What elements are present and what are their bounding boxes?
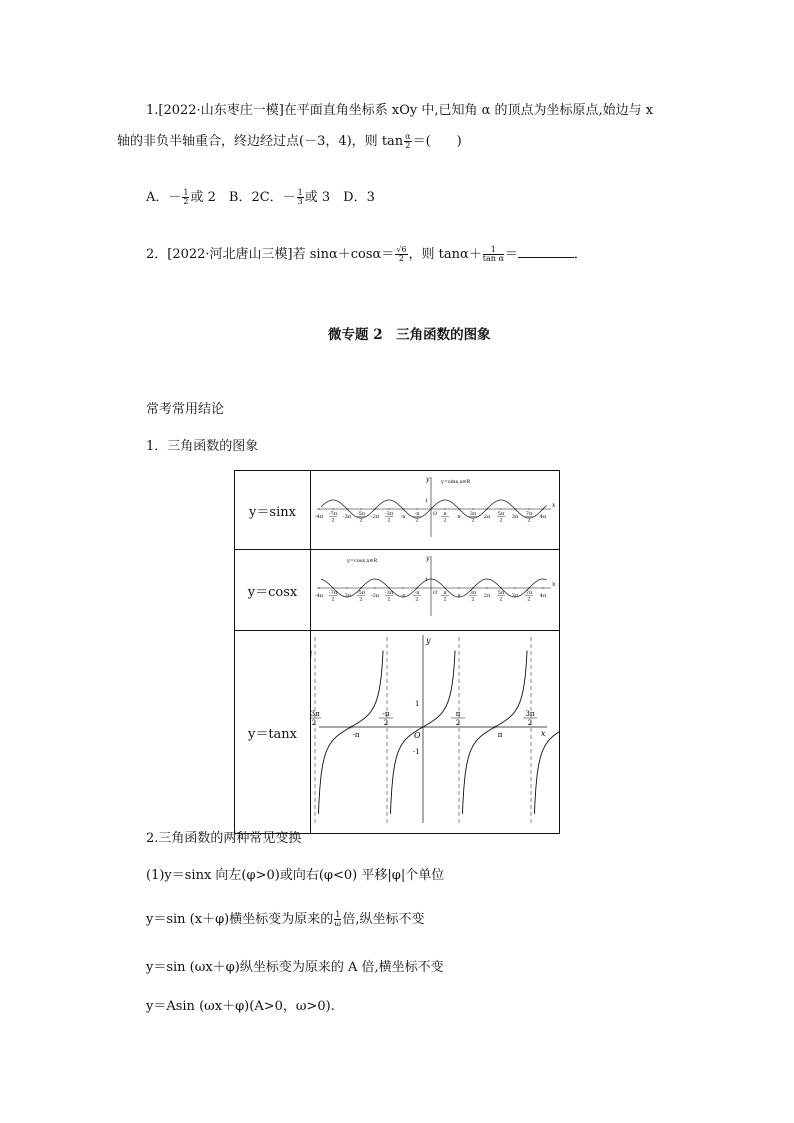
q1-option-a-prefix: A．－ [146,190,182,205]
q1-line2-end: ＝( ) [412,134,462,149]
section-title: 微专题 2 三角函数的图象 [328,327,491,343]
sin-tick-label-7-den: 2 [415,517,419,524]
sin-tick-label-0: -4π [314,514,324,520]
cos-tick-label-4: -2π [370,593,380,599]
q2-fraction-tan: $\frac{1}{\text{tan α}}$ [482,245,504,263]
cos-tick-label-7-num: -π [414,590,420,596]
sin-caption: y=sinx,x∈R [441,479,471,485]
tan-bottom-label-2: π [497,731,503,739]
cos-tick-label-1-den: 2 [331,596,335,603]
cos-caption: y=cosx,x∈R [347,558,378,564]
sin-tick-label-14: 3π [511,514,519,520]
tan-y-label: y [426,636,431,645]
tan-top-num-4: 3π [525,710,535,718]
cos-tick-label-14: 3π [511,593,519,599]
q2-part1: 2．[2022·河北唐山三模]若 sinα＋cosα＝ [146,247,395,262]
sin-tick-label-3-num: -5π [356,511,366,517]
sin-tick-label-6: -π [400,514,406,520]
tan-bottom-label-1: -π [352,731,360,739]
q1-line1: 1.[2022·山东枣庄一模]在平面直角坐标系 xOy 中,已知角 α 的顶点为坐标原点,始边与 x [146,103,654,118]
transform-line-2-text: y＝sin (x＋φ)横坐标变为原来的 [146,912,334,927]
item2-heading: 2.三角函数的两种常见变换 [146,831,302,846]
cos-tick-label-5-den: 2 [387,596,391,603]
cos-one: 1 [425,577,429,583]
tan-minus-one: -1 [413,748,420,756]
table-row-sin [235,471,560,550]
cos-tick-label-9-num: π [443,590,447,596]
q1-option-c-fraction: $\frac{1}{3}$ [297,188,303,206]
cos-tick-label-13-num: 5π [497,590,505,596]
cos-tick-label-15-num: 7π [525,590,533,596]
answer-blank[interactable] [518,245,574,258]
q1-options [146,189,375,207]
sin-tick-label-9-num: π [443,511,447,517]
sin-y-label: y [426,476,430,483]
common-conclusions-heading: 常考常用结论 [146,402,225,417]
label-sin: y＝sinx [235,471,311,550]
tan-origin: O [414,731,421,740]
sin-graph-cell [311,471,560,550]
cos-tick-label-9-den: 2 [443,596,447,603]
cos-x-label: x [552,581,556,588]
sin-tick-label-11-num: 3π [469,511,477,517]
q2-part3: ＝ [504,247,518,262]
sin-x-label: x [552,502,556,509]
tan-branch-4 [535,651,560,814]
q1-fraction: $\frac{\alpha}{2}$ [405,132,411,150]
tan-graph-cell [311,631,560,834]
transform-line-4: y＝Asin (ωx＋φ)(A>0，ω>0). [146,999,335,1014]
q2-end: ． [573,247,587,262]
sin-tick-label-3-den: 2 [359,517,363,524]
sin-tick-label-13-den: 2 [499,517,503,524]
sin-tick-label-10: π [457,514,461,520]
cos-tick-label-3-num: -5π [356,590,366,596]
sin-origin: O [433,511,438,517]
q2-part2: ，则 tanα＋ [408,247,482,262]
trig-graph-table [234,470,560,834]
tan-top-den-1: 2 [311,719,317,727]
sin-tick-label-15-num: 7π [525,511,533,517]
tan-top-num-3: π [455,710,461,718]
cos-tick-label-13-den: 2 [499,596,503,603]
q1-options-end: 或 3 D．3 [304,190,375,205]
cos-graph [311,550,559,626]
cos-origin: O [433,590,438,596]
cos-tick-label-15-den: 2 [527,596,531,603]
cos-tick-label-0: -4π [314,593,324,599]
tan-graph [311,631,559,829]
cos-tick-label-10: π [457,593,461,599]
sin-tick-label-12: 2π [483,514,491,520]
q1-line2-text: 轴的非负半轴重合，终边经过点(－3，4)，则 tan [117,134,404,149]
tan-top-num-1: 3π [311,710,320,718]
tan-branch-3 [463,651,528,814]
label-tan: y＝tanx [235,631,311,834]
table-row-cos [235,550,560,631]
cos-tick-label-16: 4π [539,593,547,599]
sin-tick-label-7-num: -π [414,511,420,517]
sin-tick-label-15-den: 2 [527,517,531,524]
sin-tick-label-11-den: 2 [471,517,475,524]
q1-options-mid: 或 2 B．2C．－ [190,190,296,205]
sin-tick-label-5-num: -3π [384,511,394,517]
sin-tick-label-1-num: -7π [328,511,338,517]
label-cos: y＝cosx [235,550,311,631]
transform-line-2-end: 倍,纵坐标不变 [342,912,425,927]
cos-tick-label-3-den: 2 [359,596,363,603]
tan-top-num-2: -π [382,710,390,718]
tan-top-den-2: 2 [383,719,389,727]
tan-branch-1 [319,651,384,814]
cos-graph-cell [311,550,560,631]
cos-tick-label-11-num: 3π [469,590,477,596]
cos-y-label: y [426,555,430,562]
cos-tick-label-1-num: -7π [328,590,338,596]
tan-top-den-3: 2 [455,719,461,727]
sin-tick-label-2: -3π [342,514,352,520]
q1-option-a-fraction: $\frac{1}{2}$ [183,188,189,206]
cos-tick-label-11-den: 2 [471,596,475,603]
sin-tick-label-5-den: 2 [387,517,391,524]
table-row-tan [235,631,560,834]
sin-tick-label-4: -2π [370,514,380,520]
sin-one: 1 [425,498,429,504]
transform-fraction: $\frac{1}{\omega}$ [334,910,342,928]
transform-line-1: (1)y＝sinx 向左(φ>0)或向右(φ<0) 平移|φ|个单位 [146,868,445,883]
cos-tick-label-2: -3π [342,593,352,599]
sin-tick-label-13-num: 5π [497,511,505,517]
sin-tick-label-1-den: 2 [331,517,335,524]
transform-line-2 [146,911,425,929]
cos-tick-label-5-num: -3π [384,590,394,596]
transform-line-3: y＝sin (ωx＋φ)纵坐标变为原来的 A 倍,横坐标不变 [146,960,444,975]
sin-tick-label-9-den: 2 [443,517,447,524]
tan-one: 1 [415,700,420,708]
item1-heading: 1．三角函数的图象 [146,439,259,454]
tan-x-label: x [541,729,546,738]
q2-fraction-sqrt6: $\frac{√6}{2}$ [396,245,407,263]
cos-tick-label-6: -π [400,593,406,599]
q2-line [146,245,587,264]
cos-tick-label-7-den: 2 [415,596,419,603]
sin-tick-label-16: 4π [539,514,547,520]
q1-line2 [117,133,462,151]
tan-top-den-4: 2 [527,719,533,727]
cos-tick-label-12: 2π [483,593,491,599]
sin-graph [311,471,559,545]
